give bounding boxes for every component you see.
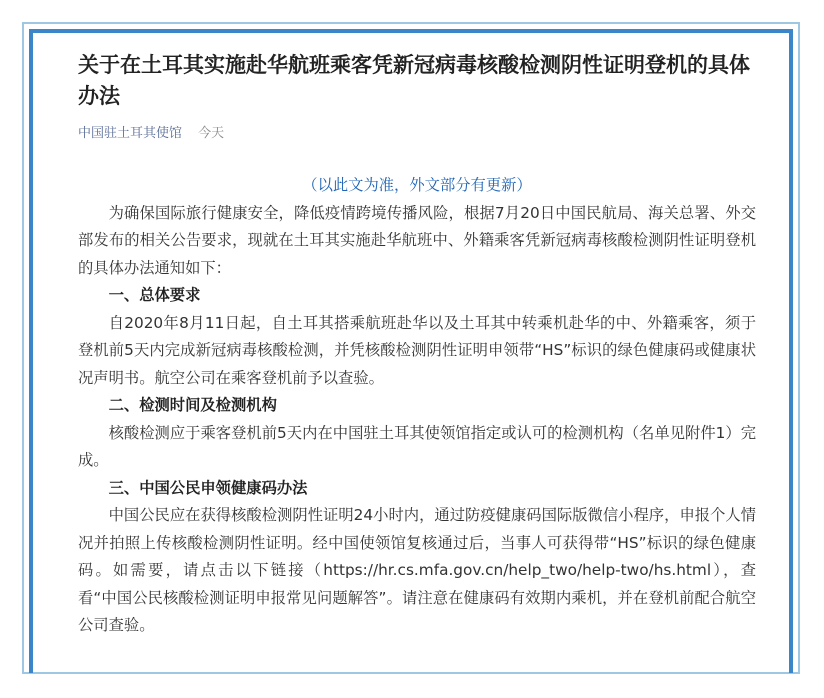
section-heading-health-code: 三、中国公民申领健康码办法 [108,478,308,497]
section-text-testing: 核酸检测应于乘客登机前5天内在中国驻土耳其使领馆指定或认可的检测机构（名单见附件1）完成。 [78,423,756,469]
section-heading-testing: 二、检测时间及检测机构 [108,396,277,414]
article-meta [78,122,756,141]
section-text-health-code: 中国公民应在获得核酸检测阴性证明24小时内，通过防疫健康码国际版微信小程序，申报个人情况并拍照上传核酸检测阴性证明。经中国使领馆复核通过后，当事人可获得带“HS”标识的绿色健康码。如需要，请点击以下链接（https://hr.cs.mfa.gov.cn/help_two/help-two/hs.html），查看“中国公民核酸检测证明申报常见问题解答”。请注意在健康码有效期内乘机，并在登机前配合航空公司查验。 [78,506,756,634]
account-name-link[interactable]: 中国驻土耳其使馆 [78,126,183,141]
article [78,50,756,640]
article-body [78,172,756,640]
section-text-general: 自2020年8月11日起，自土耳其搭乘航班赴华以及土耳其中转乘机赴华的中、外籍乘客，须于登机前5天内完成新冠病毒核酸检测，并凭核酸检测阴性证明申领带“HS”标识的绿色健康码或健康状况声明书。航空公司在乘客登机前予以查验。 [78,313,756,387]
article-title: 关于在土耳其实施赴华航班乘客凭新冠病毒核酸检测阴性证明登机的具体办法 [78,53,750,108]
section-heading-general: 一、总体要求 [108,286,201,304]
update-note: （以此文为准，外文部分有更新） [302,176,532,194]
intro-paragraph: 为确保国际旅行健康安全，降低疫情跨境传播风险，根据7月20日中国民航局、海关总署、外交部发布的相关公告要求，现就在土耳其实施赴华航班中、外籍乘客凭新冠病毒核酸检测阴性证明登机的具体办法通知如下： [78,203,756,277]
publish-date: 今天 [198,126,225,141]
